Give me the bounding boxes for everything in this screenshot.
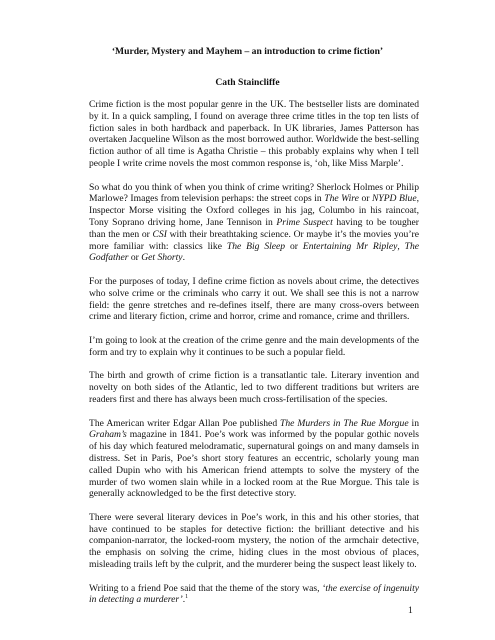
paragraph <box>89 418 419 501</box>
footnote-marker: 1 <box>185 594 189 601</box>
paragraph-text: or <box>285 240 303 252</box>
italic-text: Get Shorty <box>141 252 183 264</box>
paragraph-text: For the purposes of today, I define crime fiction as novels about crime, the detectives who solve crime or the criminals who carry it out. We shall see this is not a narrow field: the genre stretches and re-defines itself, there are many cross-overs between crime and literary fiction, crime and horror, crime and romance, crime and thrillers. <box>89 275 419 323</box>
paragraph-text: The American writer Edgar Allan Poe published <box>89 417 281 429</box>
paragraph-text: Crime fiction is the most popular genre in the UK. The bestseller lists are dominated by it. In a quick sampling, I found on average three crime titles in the top ten lists of fiction sales in both hardback and paperback. In UK libraries, James Patterson has overtaken Jacqueline Wilson as the most borrowed author. Worldwide the best-selling fiction author of all time is Agatha Christie – this probably explains why when I tell people I write crime novels the most common response is, ‘oh, like Miss Marple’. <box>89 99 419 169</box>
paragraph <box>89 276 419 323</box>
italic-text: Entertaining Mr Ripley <box>302 240 398 252</box>
paragraph-text: or <box>358 193 372 205</box>
italic-text: The Wire <box>324 193 359 205</box>
paragraph-text: with their breathtaking science. Or maybe it’s the movies you’re more familiar with: classics like <box>89 228 419 252</box>
paragraph-text: Writing to a friend Poe said that the theme of the story was, <box>89 582 323 594</box>
italic-text: CSI <box>152 228 167 240</box>
paragraph-text: I’m going to look at the creation of the crime genre and the main developments of the form and try to explain why it continues to be such a popular field. <box>89 334 419 358</box>
italic-text: Graham’s <box>89 429 127 441</box>
paragraph <box>89 512 419 571</box>
paragraph-text: . <box>182 252 185 264</box>
page-number: 1 <box>408 605 413 616</box>
paragraph-text: magazine in 1841. Poe’s work was informed by the popular gothic novels of his day which featured melodramatic, supernatural goings on and many damsels in distress. Set in Paris, Poe’s short story features an eccentric, scholarly young man called Dupin who with his American friend attempts to solve the mystery of the murder of two women slain while in a locked room at the Rue Morgue. This tale is generally acknowledged to be the first detective story. <box>89 429 419 500</box>
italic-text: The Big Sleep <box>226 240 286 252</box>
paragraph-text: There were several literary devices in Poe’s work, in this and his other stories, that have continued to be staples for detective fiction: the brilliant detective and his companion-narrator, the locked-room mystery, the notion of the armchair detective, the emphasis on solving the crime, hiding clues in the most obvious of places, misleading trails left by the culprit, and the murderer being the suspect least likely to. <box>89 511 419 571</box>
paragraph-text: or <box>128 252 142 264</box>
paragraph-text: The birth and growth of crime fiction is a transatlantic tale. Literary invention and novelty on both sides of the Atlantic, led to two different traditions but writers are readers first and there has always been much cross-fertilisation of the species. <box>89 370 419 405</box>
paragraph-text: So what do you think of when you think of crime writing? Sherlock Holmes or Philip Marlowe? Images from television perhaps: the street cops in <box>89 181 419 205</box>
italic-text: ‘the exercise of ingenuity in detecting a murderer’ <box>89 582 420 606</box>
italic-text: The Murders in The Rue Morgue <box>280 417 409 429</box>
document-title: ‘Murder, Mystery and Mayhem – an introduction to crime fiction’ <box>111 46 384 57</box>
italic-text: The Godfather <box>89 240 420 264</box>
paragraph-text: having to be tougher than the men or <box>89 216 419 240</box>
italic-text: Prime Suspect <box>276 216 333 228</box>
paragraph-text: , Inspector Morse visiting the Oxford colleges in his jag, Columbo in his raincoat, Tony Soprano driving home, Jane Tennison in <box>89 193 419 228</box>
document-author: Cath Staincliffe <box>215 77 280 88</box>
paragraph-text: , <box>397 240 405 252</box>
paragraph <box>89 182 419 265</box>
paragraph <box>89 370 419 405</box>
paragraph-text: . <box>182 594 186 606</box>
italic-text: NYPD Blue <box>371 193 417 205</box>
paragraph <box>89 335 419 359</box>
paragraph <box>89 583 419 607</box>
paragraph-text: in <box>408 417 419 429</box>
document-body <box>89 99 419 618</box>
paragraph <box>89 99 419 170</box>
